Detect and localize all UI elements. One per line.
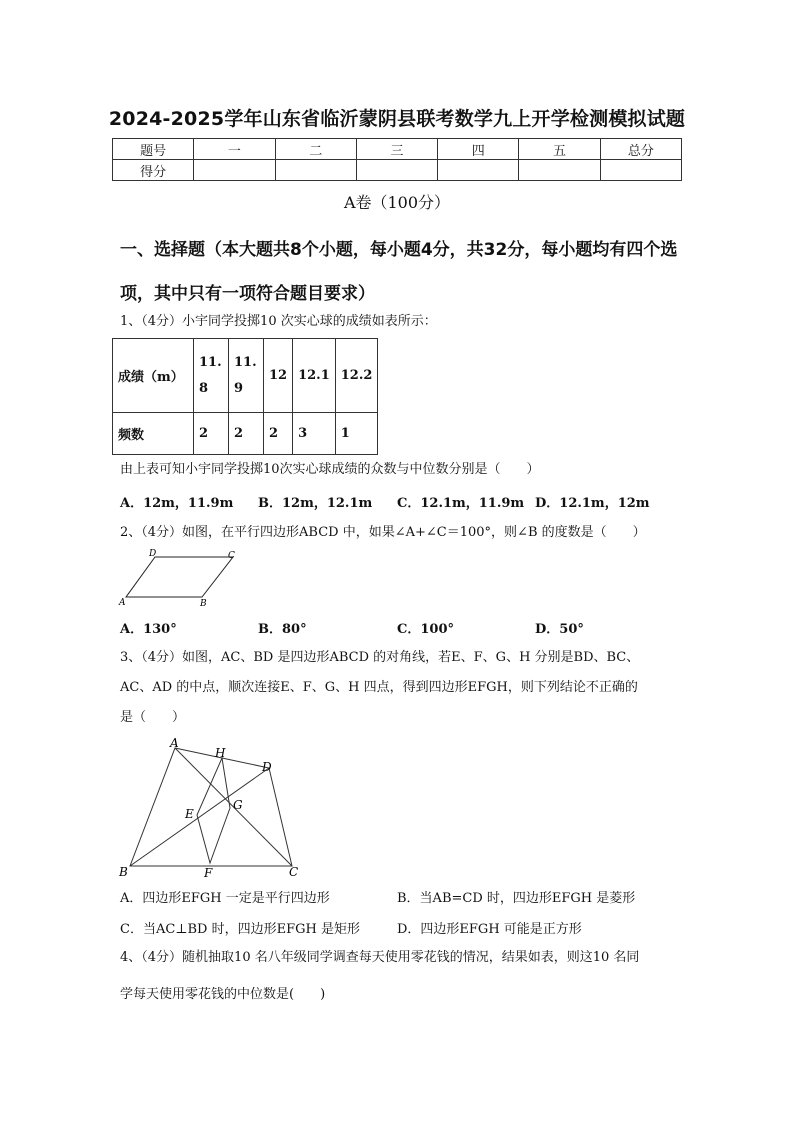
vertex-label-h: H bbox=[215, 746, 226, 760]
q1-freq-value: 2 bbox=[229, 413, 264, 455]
table-cell bbox=[519, 160, 600, 181]
q1-score-value: 11.9 bbox=[229, 339, 264, 413]
q3-option-a: A．四边形EFGH 一定是平行四边形 bbox=[120, 891, 330, 906]
q1-score-value: 12.2 bbox=[335, 339, 378, 413]
q1-stem: 1、（4分）小宇同学投掷10 次实心球的成绩如表所示： bbox=[120, 314, 437, 329]
table-cell bbox=[275, 160, 356, 181]
q1-score-value: 12 bbox=[264, 339, 293, 413]
parallelogram-shape bbox=[126, 557, 233, 597]
q2-stem: 2、（4分）如图，在平行四边形ABCD 中，如果∠A+∠C＝100°，则∠B 的度数是（ ） bbox=[120, 525, 646, 540]
score-table-header-row bbox=[113, 139, 682, 160]
q1-freq-value: 3 bbox=[293, 413, 336, 455]
q1-score-table bbox=[112, 338, 378, 455]
section-1-heading: 一、选择题（本大题共8个小题，每小题4分，共32分，每小题均有四个选项，其中只有一项符合题目要求） bbox=[120, 240, 678, 304]
q1-freq-value: 1 bbox=[335, 413, 378, 455]
q2-option-d: D．50° bbox=[535, 622, 584, 637]
vertex-label-a: A bbox=[119, 598, 126, 608]
diagonal-bd bbox=[130, 768, 269, 866]
score-table-score-row bbox=[113, 160, 682, 181]
q3-option-c: C．当AC⊥BD 时，四边形EFGH 是矩形 bbox=[120, 922, 360, 937]
table-cell bbox=[194, 160, 275, 181]
score-table bbox=[112, 138, 682, 181]
q1-freq-row bbox=[113, 413, 378, 455]
vertex-label-d: D bbox=[262, 760, 272, 774]
quadrilateral-efgh bbox=[197, 758, 230, 863]
vertex-label-d: D bbox=[149, 549, 157, 559]
q2-option-b: B．80° bbox=[258, 622, 307, 637]
q1-question: 由上表可知小宇同学投掷10次实心球成绩的众数与中位数分别是（ ） bbox=[120, 462, 540, 477]
vertex-label-g: G bbox=[233, 798, 243, 812]
q1-score-value: 11.8 bbox=[194, 339, 229, 413]
vertex-label-f: F bbox=[204, 866, 213, 880]
q3-options-row-2 bbox=[0, 918, 794, 938]
q2-parallelogram-figure bbox=[112, 545, 242, 609]
q3-quadrilateral-figure bbox=[112, 735, 312, 880]
table-cell: 五 bbox=[519, 139, 600, 160]
page-title: 2024-2025学年山东省临沂蒙阴县联考数学九上开学检测模拟试题 bbox=[108, 108, 686, 130]
table-cell: 一 bbox=[194, 139, 275, 160]
q1-option-a: A．12m，11.9m bbox=[120, 496, 234, 511]
q3-stem-line-2: AC、AD 的中点，顺次连接E、F、G、H 四点，得到四边形EFGH，则下列结论不正确的 bbox=[120, 680, 638, 695]
q1-score-row bbox=[113, 339, 378, 413]
q1-score-value: 12.1 bbox=[293, 339, 336, 413]
vertex-label-b: B bbox=[200, 599, 207, 609]
q3-stem-line-1: 3、（4分）如图，AC、BD 是四边形ABCD 的对角线，若E、F、G、H 分别是BD、BC、 bbox=[120, 650, 640, 665]
table-cell: 题号 bbox=[113, 139, 194, 160]
q2-option-c: C．100° bbox=[397, 622, 454, 637]
table-cell: 三 bbox=[356, 139, 437, 160]
q1-score-label: 成绩（m） bbox=[113, 339, 194, 413]
q1-option-c: C．12.1m，11.9m bbox=[397, 496, 525, 511]
q1-freq-value: 2 bbox=[194, 413, 229, 455]
table-cell: 二 bbox=[275, 139, 356, 160]
q1-freq-label: 频数 bbox=[113, 413, 194, 455]
q3-options-row-1 bbox=[0, 887, 794, 907]
q1-freq-value: 2 bbox=[264, 413, 293, 455]
table-cell bbox=[356, 160, 437, 181]
q4-stem-line-1: 4、（4分）随机抽取10 名八年级同学调查每天使用零花钱的情况，结果如表，则这10 名同 bbox=[120, 950, 640, 965]
q3-stem-line-3: 是（ ） bbox=[120, 710, 186, 725]
table-cell: 得分 bbox=[113, 160, 194, 181]
vertex-label-b: B bbox=[119, 865, 128, 879]
table-cell bbox=[600, 160, 681, 181]
q1-option-d: D．12.1m，12m bbox=[535, 496, 650, 511]
q3-option-d: D．四边形EFGH 可能是正方形 bbox=[397, 922, 582, 937]
q1-option-b: B．12m，12.1m bbox=[258, 496, 373, 511]
vertex-label-a: A bbox=[170, 736, 179, 750]
q2-options bbox=[0, 618, 794, 638]
q1-options bbox=[0, 492, 794, 512]
q4-stem-line-2: 学每天使用零花钱的中位数是( ) bbox=[120, 987, 326, 1002]
table-cell bbox=[438, 160, 519, 181]
q3-option-b: B．当AB=CD 时，四边形EFGH 是菱形 bbox=[397, 891, 636, 906]
vertex-label-e: E bbox=[185, 807, 194, 821]
vertex-label-c: C bbox=[228, 551, 235, 561]
section-a-heading: A卷（100分） bbox=[343, 193, 451, 212]
table-cell: 总分 bbox=[600, 139, 681, 160]
vertex-label-c: C bbox=[289, 865, 299, 879]
table-cell: 四 bbox=[438, 139, 519, 160]
q2-option-a: A．130° bbox=[120, 622, 177, 637]
